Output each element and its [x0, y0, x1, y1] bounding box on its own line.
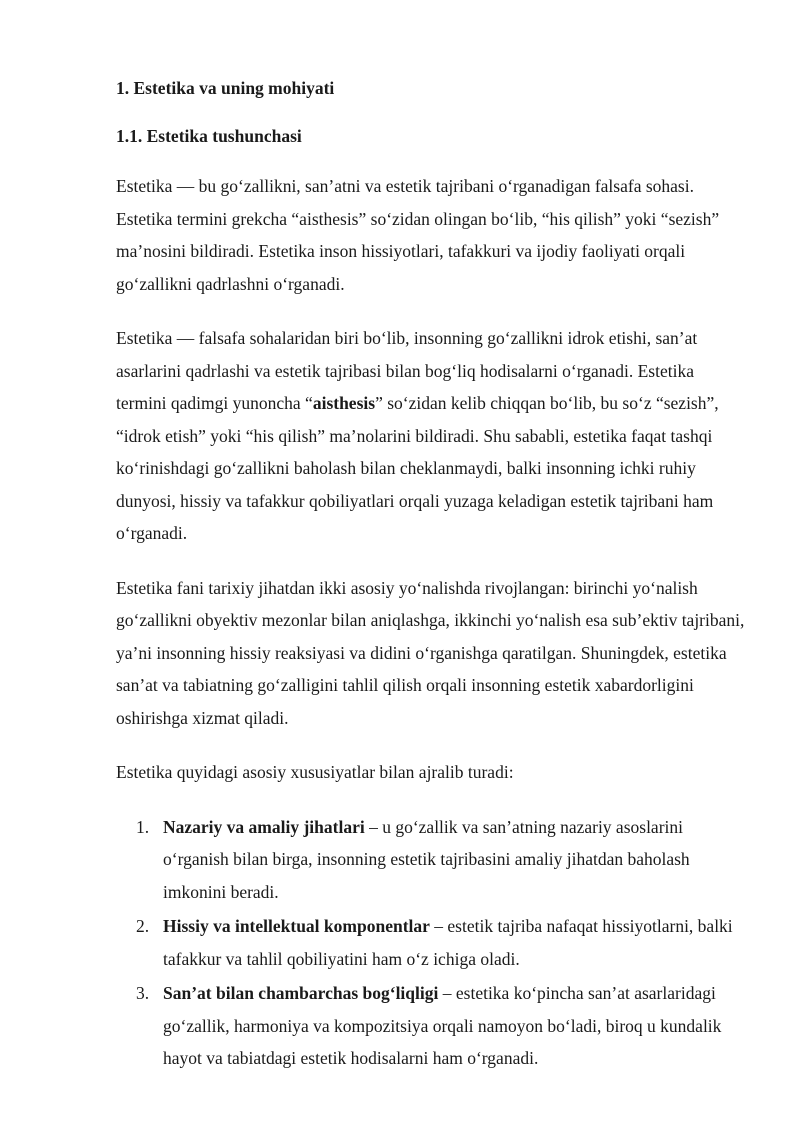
subsection-heading: 1.1. Estetika tushunchasi — [116, 126, 302, 146]
list-item — [116, 977, 746, 1075]
list-item-text: – estetika ko‘pincha san’at asarlaridagi go‘zallik, harmoniya va kompozitsiya orqali namoyon bo‘ladi, biroq u kundalik hayot va tabiatdagi estetik hodisalarni ham o‘rganadi. — [163, 983, 722, 1068]
paragraph-features-intro: Estetika quyidagi asosiy xususiyatlar bilan ajralib turadi: — [116, 762, 514, 782]
paragraph-definition: Estetika — bu go‘zallikni, san’atni va estetik tajribani o‘rganadigan falsafa sohasi. Estetika termini grekcha “aisthesis” so‘zidan olingan bo‘lib, “his qilish” yoki “sezish” ma’nosini bildiradi. Estetika inson hissiyotlari, tafakkuri va ijodiy faoliyati orqali go‘zallikni qadrlashni o‘rganadi. — [116, 176, 720, 294]
features-list — [116, 811, 746, 1075]
list-item-title: San’at bilan chambarchas bog‘liqligi — [163, 983, 439, 1003]
term-aisthesis: aisthesis — [312, 393, 376, 413]
list-item-title: Nazariy va amaliy jihatlari — [163, 816, 365, 837]
list-item-title: Hissiy va intellektual komponentlar — [163, 916, 430, 936]
list-item-number: 1. — [136, 816, 150, 837]
list-item — [116, 910, 746, 975]
paragraph-etymology-text-start: Estetika — falsafa sohalaridan biri bo‘lib, insonning go‘zallikni idrok etishi, san’at asarlarini qadrlashi va estetik tajribasi bilan bog‘liq hodisalarni o‘rganadi. Estetika termini qadimgi yunoncha “ — [116, 328, 698, 413]
paragraph-history: Estetika fani tarixiy jihatdan ikki asosiy yo‘nalishda rivojlangan: birinchi yo‘nalish go‘zallikni obyektiv mezonlar bilan aniqlashga, ikkinchi yo‘nalish esa sub’ektiv tajribani, ya’ni insonning hissiy reaksiyasi va didini o‘rganishga qaratilgan. Shuningdek, estetika san’at va tabiatning go‘zalligini tahlil qilish orqali insonning estetik xabardorligini oshirishga xizmat qiladi. — [116, 577, 745, 728]
list-item-number: 2. — [136, 916, 150, 936]
list-item-text: – u go‘zallik va san’atning nazariy asoslarini o‘rganish bilan birga, insonning estetik tajribasini amaliy jihatdan baholash imkonini beradi. — [163, 816, 690, 902]
paragraph-etymology — [116, 322, 746, 550]
paragraph-etymology-text-end: ” so‘zidan kelib chiqqan bo‘lib, bu so‘z “sezish”, “idrok etish” yoki “his qilish” ma’nolarini bildiradi. Shu sababli, estetika faqat tashqi ko‘rinishdagi go‘zallikni baholash bilan cheklanmaydi, balki insonning ichki ruhiy dunyosi, hissiy va tafakkur qobiliyatlari orqali yuzaga keladigan estetik tajribani ham o‘rganadi. — [116, 393, 719, 543]
section-heading: 1. Estetika va uning mohiyati — [116, 78, 335, 98]
document-page — [116, 74, 746, 1077]
list-item-text: – estetik tajriba nafaqat hissiyotlarni, balki tafakkur va tahlil qobiliyatini ham o‘z ichiga oladi. — [163, 916, 733, 969]
list-item-number: 3. — [136, 983, 150, 1003]
list-item — [116, 811, 746, 909]
